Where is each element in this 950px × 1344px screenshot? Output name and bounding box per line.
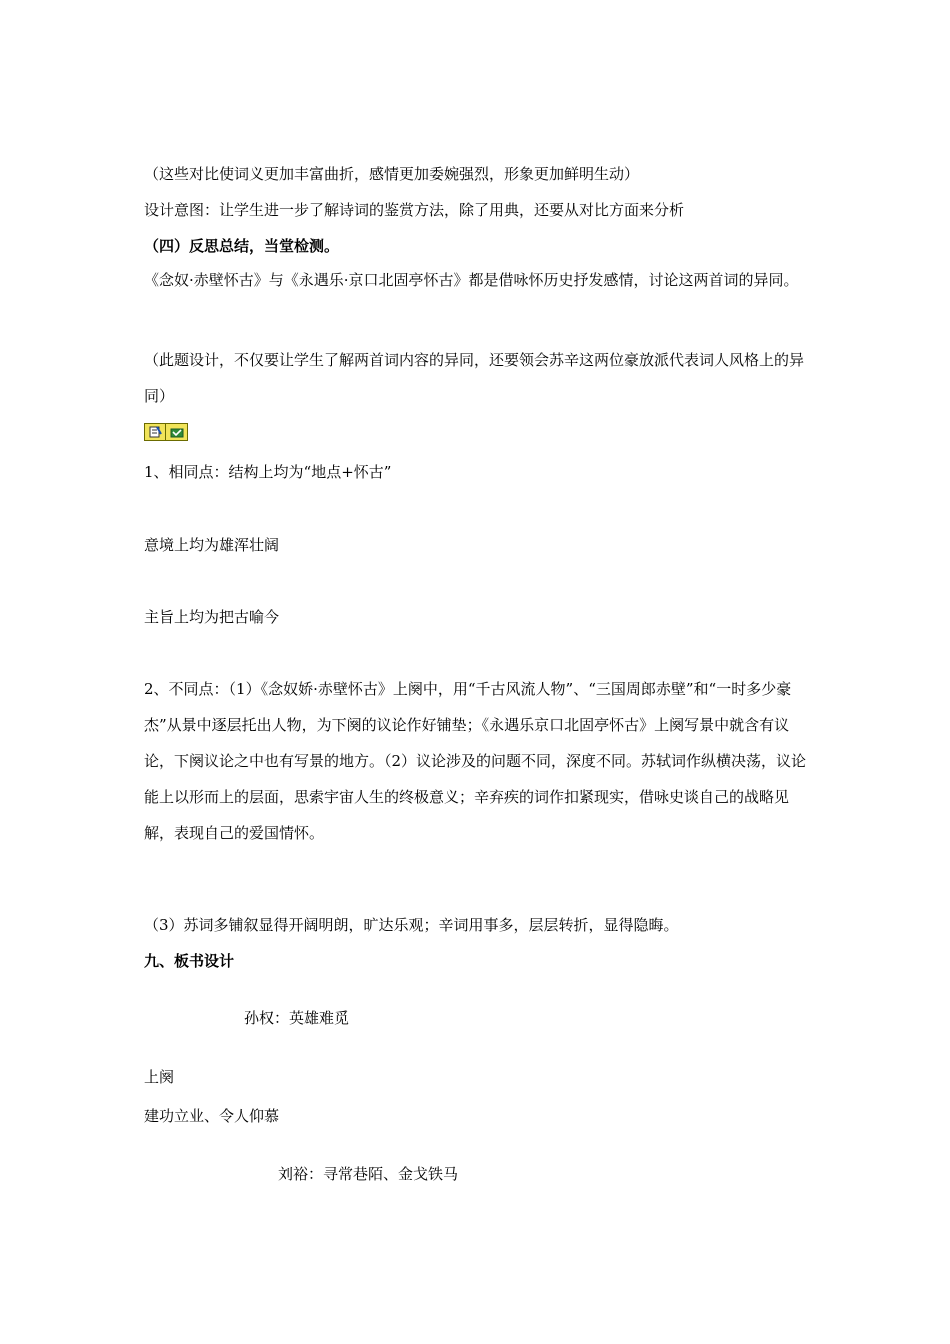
discussion-question: 《念奴·赤壁怀古》与《永遇乐·京口北固亭怀古》都是借咏怀历史抒发感情，讨论这两首词的异同。: [144, 271, 799, 289]
comparison-note: （这些对比使词义更加丰富曲折，感情更加委婉强烈，形象更加鲜明生动）: [144, 165, 640, 183]
section-heading-9: 九、板书设计: [144, 952, 235, 970]
answer-similarity-structure: 1、相同点：结构上均为“地点+怀古”: [144, 463, 392, 481]
board-liuyu: 刘裕：寻常巷陌、金戈铁马: [278, 1165, 459, 1183]
section-heading-4: （四）反思总结，当堂检测。: [144, 237, 340, 255]
board-achievement: 建功立业、令人仰慕: [144, 1107, 280, 1125]
answer-difference-3: （3）苏词多铺叙显得开阔明朗，旷达乐观；辛词用事多，层层转折，显得隐晦。: [144, 916, 679, 934]
answer-differences: 2、不同点：（1）《念奴娇·赤壁怀古》上阕中，用“千古风流人物”、“三国周郎赤壁”和“一时多少豪杰”从景中逐层托出人物，为下阕的议论作好铺垫；《永遇乐京口北固亭怀古》上阕写景中就含有议论，下阕议论之中也有写景的地方。（2）议论涉及的问题不同，深度不同。苏轼词作纵横决荡，议论能上以形而上的层面，思索宇宙人生的终极意义；辛弃疾的词作扣紧现实，借咏史谈自己的战略见解，表现自己的爱国情怀。: [144, 680, 807, 842]
question-design-note: （此题设计，不仅要让学生了解两首词内容的异同，还要领会苏辛这两位豪放派代表词人风格上的异同）: [144, 351, 805, 405]
edit-icon[interactable]: [144, 423, 166, 441]
answer-toolbar: [144, 423, 188, 441]
answer-similarity-theme: 主旨上均为把古喻今: [144, 608, 280, 626]
answer-similarity-mood: 意境上均为雄浑壮阔: [144, 536, 280, 554]
check-icon[interactable]: [166, 423, 188, 441]
board-sunquan: 孙权：英雄难觅: [244, 1009, 350, 1027]
board-upper-stanza: 上阕: [144, 1068, 175, 1086]
design-intent: 设计意图：让学生进一步了解诗词的鉴赏方法，除了用典，还要从对比方面来分析: [144, 201, 685, 219]
